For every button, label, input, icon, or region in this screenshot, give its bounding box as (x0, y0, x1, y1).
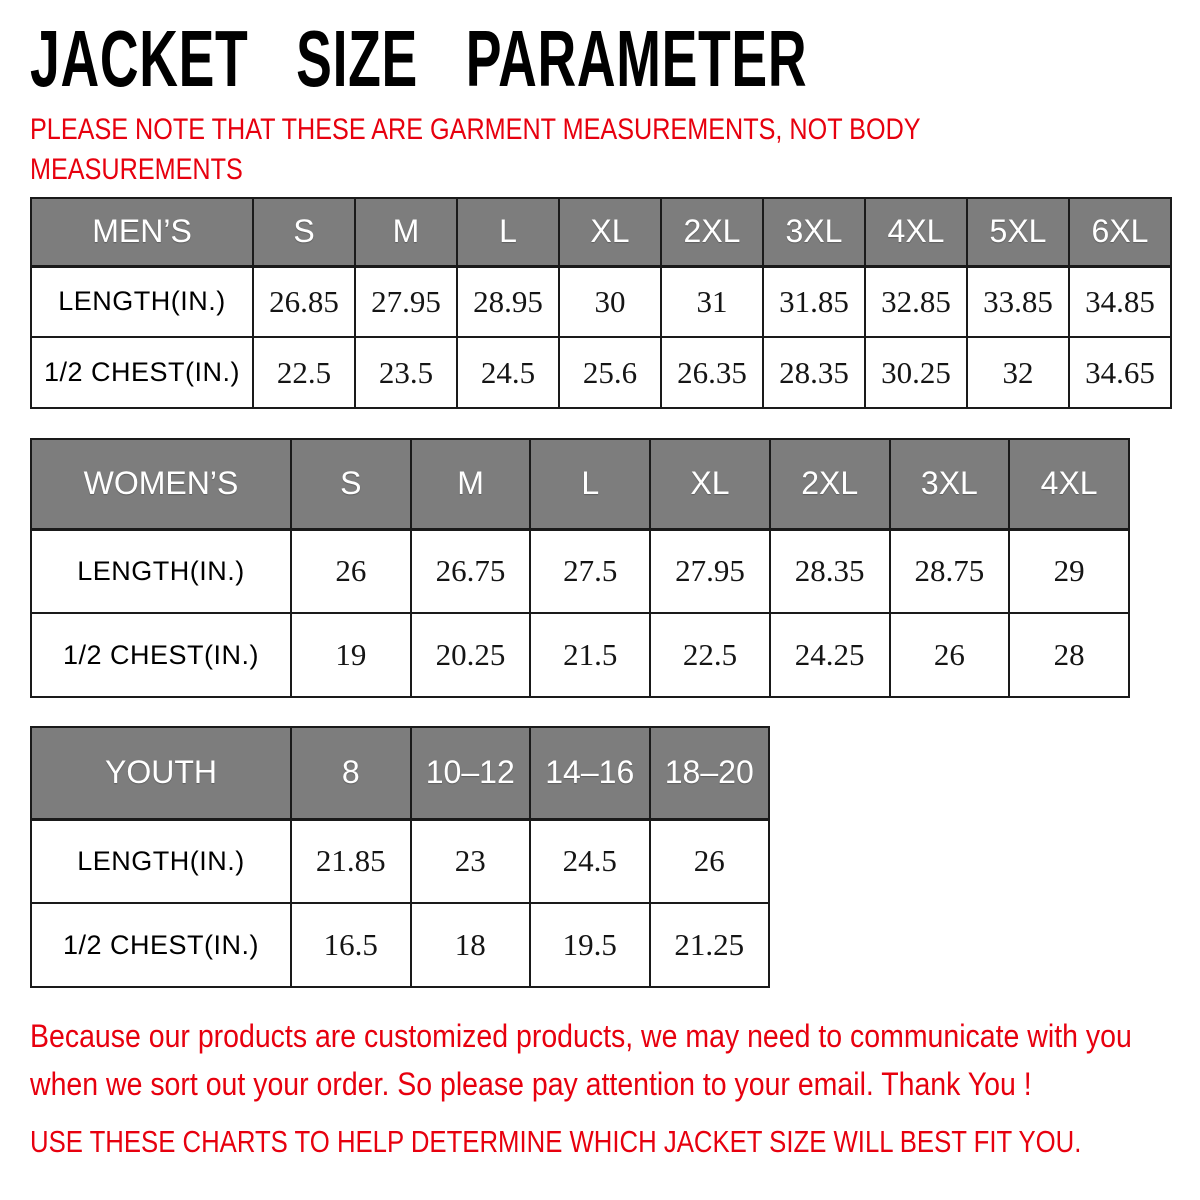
mens-measurement-value: 34.65 (1069, 337, 1171, 408)
youth-size-header: 8 (291, 727, 411, 819)
youth-size-header: 14–16 (530, 727, 650, 819)
mens-measurement-value: 32.85 (865, 266, 967, 337)
womens-size-header: 3XL (890, 439, 1010, 529)
mens-measurement-value: 27.95 (355, 266, 457, 337)
womens-measurement-value: 26.75 (411, 529, 531, 613)
mens-size-header: 5XL (967, 198, 1069, 266)
mens-measurement-value: 32 (967, 337, 1069, 408)
mens-size-header: 3XL (763, 198, 865, 266)
youth-data-row-0 (31, 819, 769, 903)
customization-notice (30, 1012, 1170, 1108)
mens-size-header: 2XL (661, 198, 763, 266)
mens-measurement-value: 26.85 (253, 266, 355, 337)
youth-measurement-value: 21.25 (650, 903, 770, 987)
youth-measurement-value: 23 (411, 819, 531, 903)
mens-measurement-value: 30 (559, 266, 661, 337)
mens-measurement-value: 30.25 (865, 337, 967, 408)
womens-measurement-value: 28.75 (890, 529, 1010, 613)
mens-size-table (30, 197, 1172, 409)
youth-measurement-value: 24.5 (530, 819, 650, 903)
womens-measurement-value: 27.5 (530, 529, 650, 613)
mens-measurement-value: 25.6 (559, 337, 661, 408)
youth-measurement-value: 18 (411, 903, 531, 987)
youth-row-label: LENGTH(IN.) (31, 819, 291, 903)
womens-data-row-1 (31, 613, 1129, 697)
womens-measurement-value: 26 (890, 613, 1010, 697)
youth-header-row (31, 727, 769, 819)
mens-size-header: M (355, 198, 457, 266)
womens-size-header: 4XL (1009, 439, 1129, 529)
mens-row-label: LENGTH(IN.) (31, 266, 253, 337)
womens-size-header: L (530, 439, 650, 529)
customization-notice-line-2: when we sort out your order. So please pay attention to your email. Thank You ! (30, 1066, 1032, 1102)
mens-size-header: S (253, 198, 355, 266)
womens-table-title: WOMEN’S (31, 439, 291, 529)
womens-size-header: M (411, 439, 531, 529)
youth-measurement-value: 19.5 (530, 903, 650, 987)
womens-measurement-value: 27.95 (650, 529, 770, 613)
womens-row-label: 1/2 CHEST(IN.) (31, 613, 291, 697)
youth-table-title: YOUTH (31, 727, 291, 819)
garment-measurement-note (30, 110, 1170, 190)
womens-measurement-value: 21.5 (530, 613, 650, 697)
mens-size-header: L (457, 198, 559, 266)
womens-row-label: LENGTH(IN.) (31, 529, 291, 613)
mens-measurement-value: 31 (661, 266, 763, 337)
mens-data-row-0 (31, 266, 1171, 337)
chart-usage-note (30, 1118, 1170, 1166)
womens-measurement-value: 22.5 (650, 613, 770, 697)
youth-data-row-1 (31, 903, 769, 987)
womens-measurement-value: 19 (291, 613, 411, 697)
mens-size-header: 4XL (865, 198, 967, 266)
mens-measurement-value: 28.35 (763, 337, 865, 408)
womens-measurement-value: 29 (1009, 529, 1129, 613)
mens-row-label: 1/2 CHEST(IN.) (31, 337, 253, 408)
mens-measurement-value: 24.5 (457, 337, 559, 408)
mens-measurement-value: 31.85 (763, 266, 865, 337)
womens-measurement-value: 24.25 (770, 613, 890, 697)
customization-notice-line-1: Because our products are customized products, we may need to communicate with you (30, 1018, 1132, 1054)
mens-measurement-value: 34.85 (1069, 266, 1171, 337)
womens-measurement-value: 20.25 (411, 613, 531, 697)
note-line-2: MEASUREMENTS (30, 153, 243, 186)
mens-size-header: 6XL (1069, 198, 1171, 266)
womens-size-header: XL (650, 439, 770, 529)
youth-measurement-value: 26 (650, 819, 770, 903)
mens-data-row-1 (31, 337, 1171, 408)
mens-measurement-value: 22.5 (253, 337, 355, 408)
womens-data-row-0 (31, 529, 1129, 613)
youth-measurement-value: 21.85 (291, 819, 411, 903)
mens-measurement-value: 23.5 (355, 337, 457, 408)
mens-header-row (31, 198, 1171, 266)
page-title: JACKET SIZE PARAMETER (30, 14, 808, 103)
note-line-1: PLEASE NOTE THAT THESE ARE GARMENT MEASUREMENTS, NOT BODY (30, 113, 921, 146)
youth-size-header: 10–12 (411, 727, 531, 819)
womens-measurement-value: 28 (1009, 613, 1129, 697)
chart-usage-note-line: USE THESE CHARTS TO HELP DETERMINE WHICH JACKET SIZE WILL BEST FIT YOU. (30, 1124, 1082, 1159)
youth-row-label: 1/2 CHEST(IN.) (31, 903, 291, 987)
youth-size-header: 18–20 (650, 727, 770, 819)
youth-measurement-value: 16.5 (291, 903, 411, 987)
womens-measurement-value: 28.35 (770, 529, 890, 613)
womens-header-row (31, 439, 1129, 529)
mens-measurement-value: 28.95 (457, 266, 559, 337)
mens-measurement-value: 33.85 (967, 266, 1069, 337)
mens-table-title: MEN’S (31, 198, 253, 266)
mens-measurement-value: 26.35 (661, 337, 763, 408)
mens-size-header: XL (559, 198, 661, 266)
womens-size-table (30, 438, 1130, 698)
womens-measurement-value: 26 (291, 529, 411, 613)
youth-size-table (30, 726, 770, 988)
womens-size-header: S (291, 439, 411, 529)
womens-size-header: 2XL (770, 439, 890, 529)
